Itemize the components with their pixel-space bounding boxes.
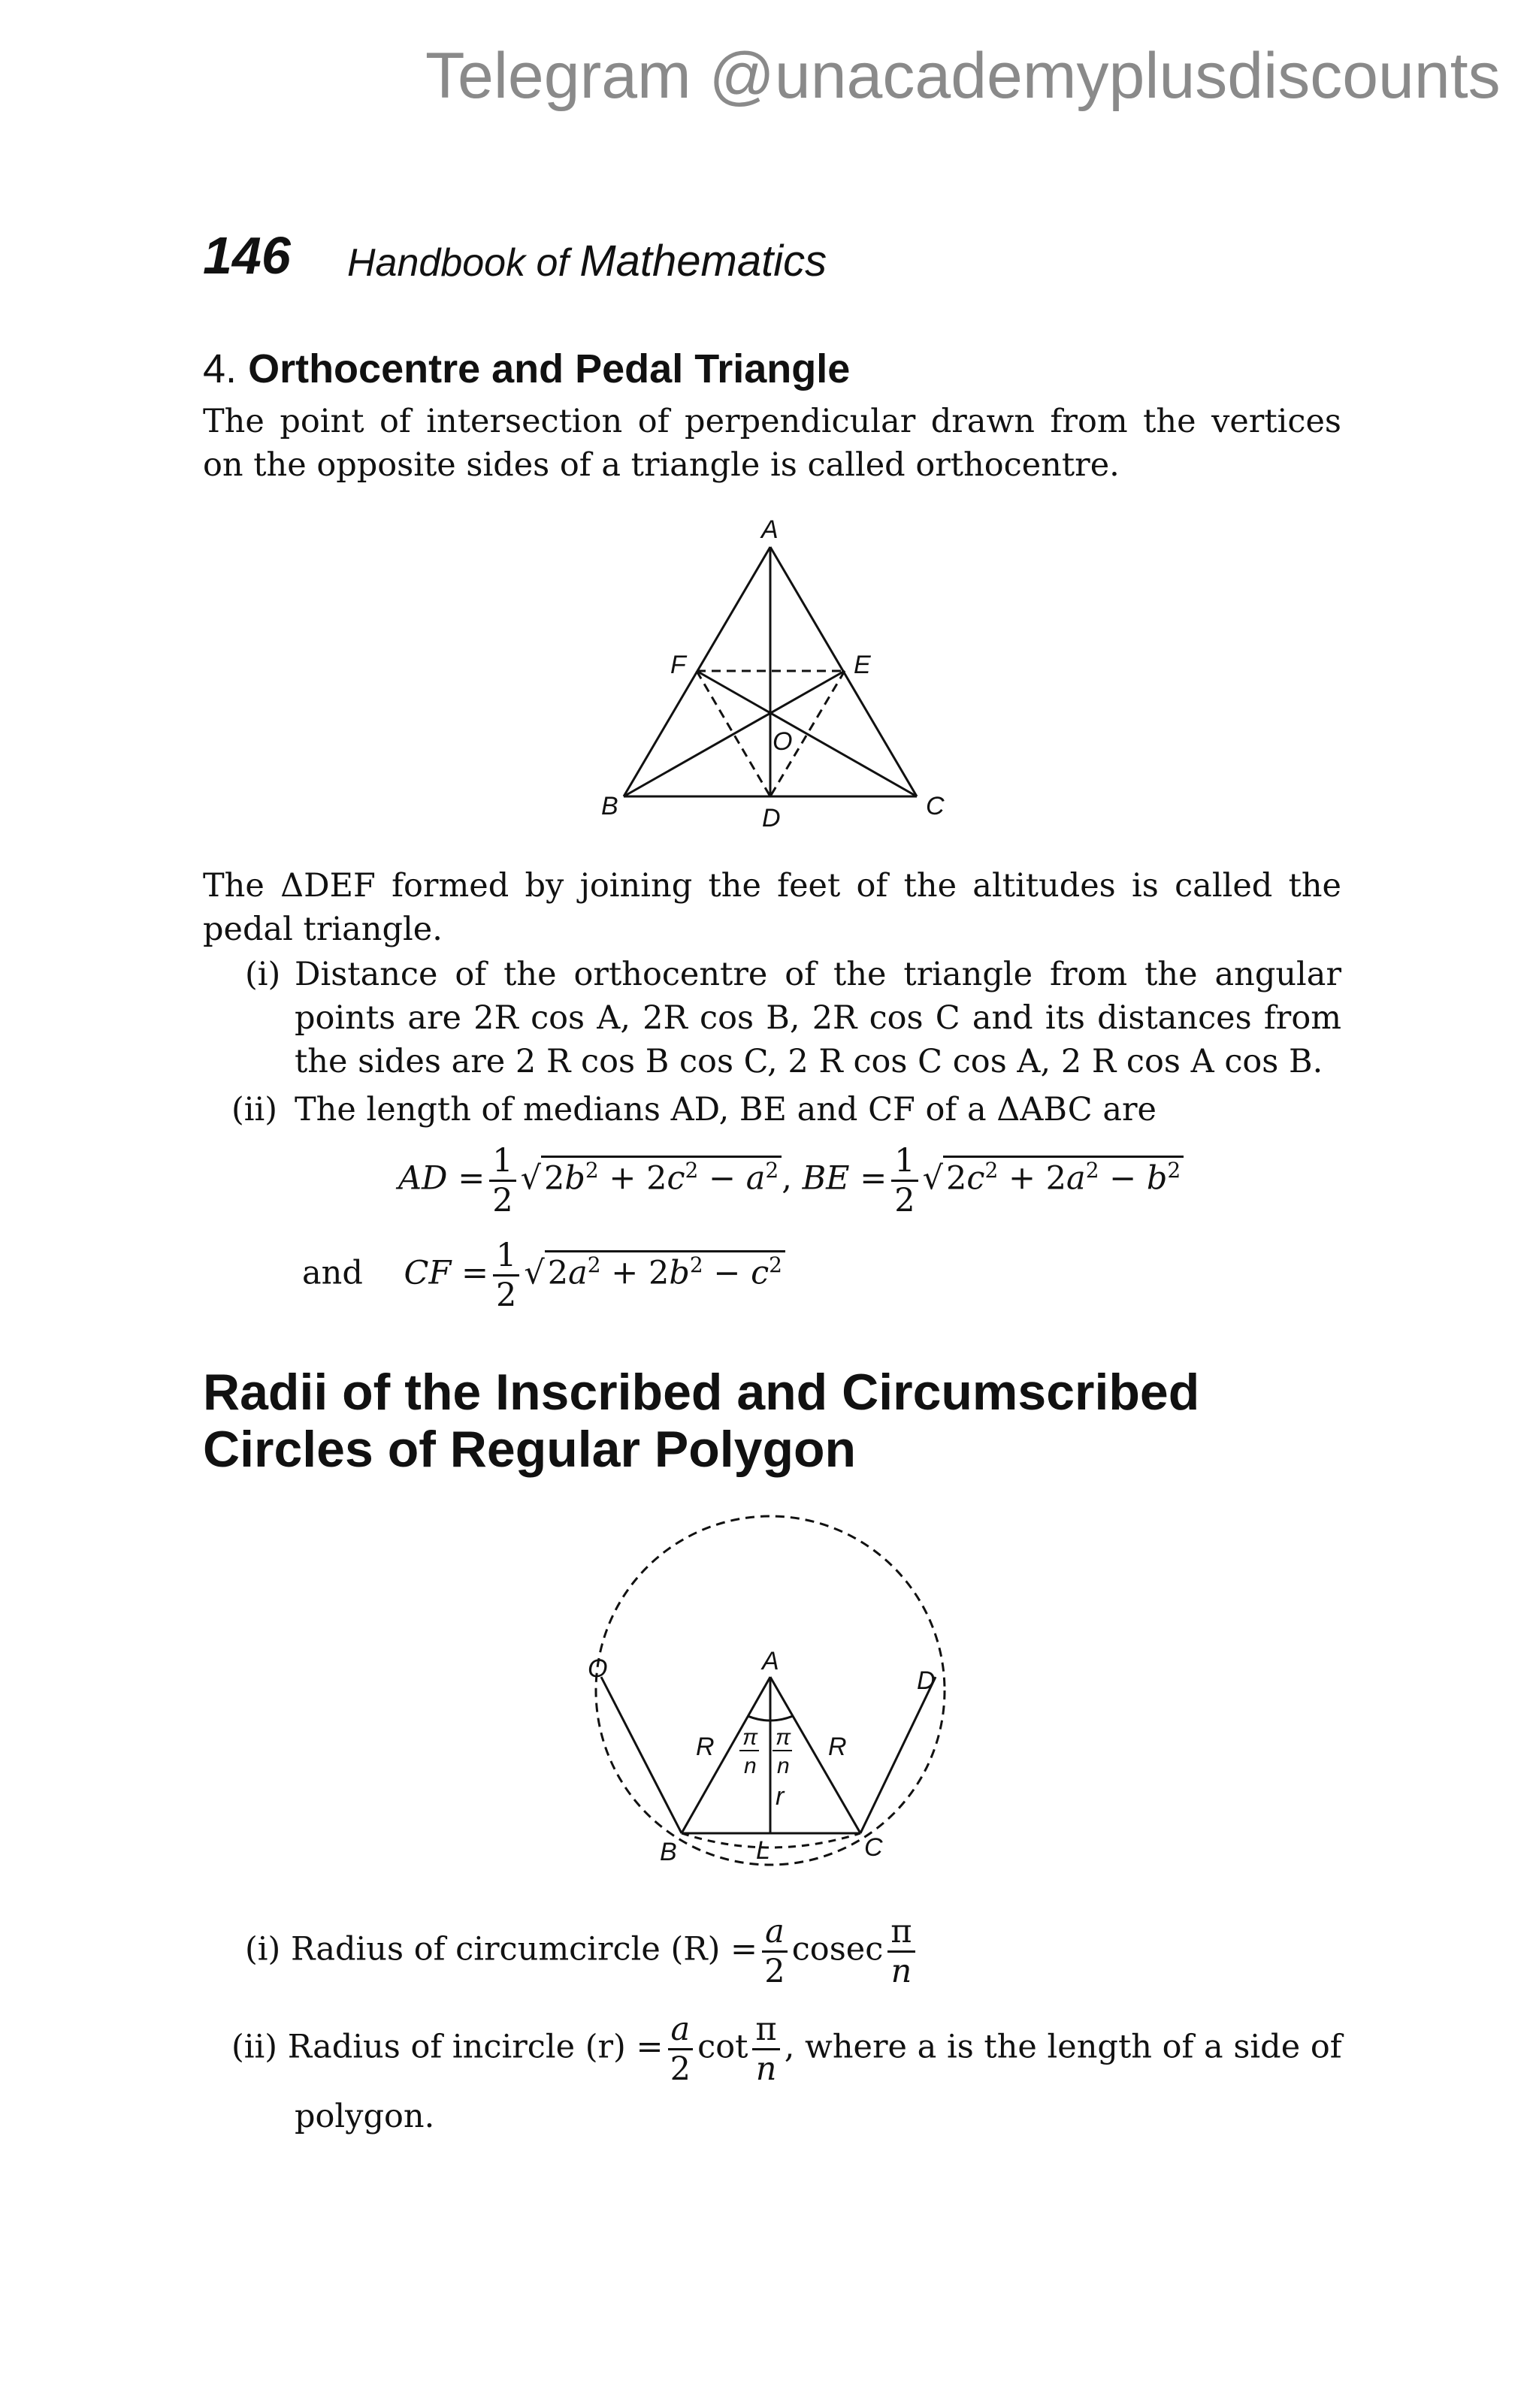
inradius-continuation: polygon. bbox=[295, 2098, 435, 2135]
label-d: D bbox=[917, 1666, 936, 1695]
label-inradius: r bbox=[776, 1782, 785, 1811]
page-number: 146 bbox=[203, 226, 291, 285]
label-n-right: n bbox=[777, 1754, 790, 1778]
label-b: B bbox=[660, 1838, 677, 1866]
item-ii-text: The length of medians AD, BE and CF of a ΔABC are bbox=[295, 1091, 1157, 1128]
cosec-label: cosec bbox=[791, 1930, 884, 1968]
watermark-text: Telegram @unacademyplusdiscounts bbox=[425, 40, 1501, 112]
inradius-text: Radius of incircle (r) = bbox=[287, 2028, 664, 2066]
item-i-marker: (i) bbox=[245, 1930, 281, 1968]
circumradius-text: Radius of circumcircle (R) = bbox=[290, 1930, 758, 1968]
pedal-paragraph: The ΔDEF formed by joining the feet of the altitudes is called the pedal triangle. bbox=[203, 867, 1341, 948]
section-heading-orthocentre bbox=[203, 346, 850, 392]
intro-paragraph: The point of intersection of perpendicular drawn from the vertices on the opposite sides of a triangle is called orthocentre. bbox=[203, 403, 1341, 484]
item-ii-marker: (ii) bbox=[231, 1091, 278, 1128]
label-b: B bbox=[601, 792, 618, 820]
label-pi-right: π bbox=[776, 1725, 791, 1750]
label-a: A bbox=[761, 515, 779, 544]
orthocentre-figure bbox=[586, 511, 977, 841]
label-e: E bbox=[854, 651, 871, 679]
item-inradius: (ii) Radius of incircle (r) = $\frac{a}{2}$ cot $\frac{\pi}{n}$ , where a is the length of a side of bbox=[231, 2011, 1342, 2088]
inradius-tail: , where a is the length of a side of bbox=[784, 2028, 1342, 2066]
altitude-cf bbox=[697, 671, 917, 796]
label-r-left: R bbox=[696, 1733, 715, 1761]
section-heading-radii bbox=[203, 1364, 1199, 1478]
polygon-side-ob bbox=[601, 1677, 682, 1833]
label-r-right: R bbox=[828, 1733, 847, 1761]
section-title: Orthocentre and Pedal Triangle bbox=[248, 346, 851, 391]
item-ii-marker: (ii) bbox=[231, 2028, 278, 2066]
radius-ab bbox=[682, 1677, 770, 1833]
and-label: and bbox=[302, 1254, 363, 1292]
item-circumradius: (i) Radius of circumcircle (R) = $\frac{a}{2}$ cosec $\frac{\pi}{n}$ bbox=[245, 1913, 920, 1990]
book-title-main: Mathematics bbox=[579, 237, 827, 286]
label-f: F bbox=[670, 651, 686, 679]
label-a: A bbox=[762, 1647, 779, 1675]
label-c: C bbox=[864, 1833, 883, 1862]
item-i-text: Distance of the orthocentre of the triangle from the angular points are 2R cos A, 2R cos B, 2R cos C and its distances from the sides are 2 R cos B cos C, 2 R cos C cos A, 2 R cos A cos B. bbox=[295, 956, 1341, 1080]
running-head bbox=[347, 236, 827, 286]
cot-label: cot bbox=[697, 2028, 748, 2066]
item-i-marker: (i) bbox=[245, 956, 281, 993]
label-o: O bbox=[588, 1654, 608, 1683]
section-heading-line2: Circles of Regular Polygon bbox=[203, 1421, 857, 1478]
polygon-circle-figure bbox=[579, 1503, 969, 1878]
section-heading-line1: Radii of the Inscribed and Circumscribed bbox=[203, 1364, 1200, 1421]
polygon-side-cd bbox=[860, 1677, 936, 1833]
label-c: C bbox=[926, 792, 945, 820]
label-d: D bbox=[762, 804, 781, 832]
median-formula-ad-be: AD = $\frac{1}{2}$ $√2b^2 + 2c^2 - a^2$, BE = $\frac{1}{2}$ $√2c^2 + 2a^2 - b^2$ bbox=[398, 1142, 1184, 1219]
label-pi-left: π bbox=[742, 1725, 758, 1750]
label-l: L bbox=[756, 1836, 770, 1865]
altitude-be bbox=[624, 671, 845, 796]
label-n-left: n bbox=[744, 1754, 757, 1778]
median-formula-cf: and CF = $\frac{1}{2}$ $√2a^2 + 2b^2 - c^2$ bbox=[302, 1237, 785, 1314]
label-o: O bbox=[773, 727, 793, 756]
section-number: 4. bbox=[203, 346, 237, 391]
book-title-prefix: Handbook of bbox=[347, 241, 580, 285]
arc-bc bbox=[682, 1833, 860, 1848]
